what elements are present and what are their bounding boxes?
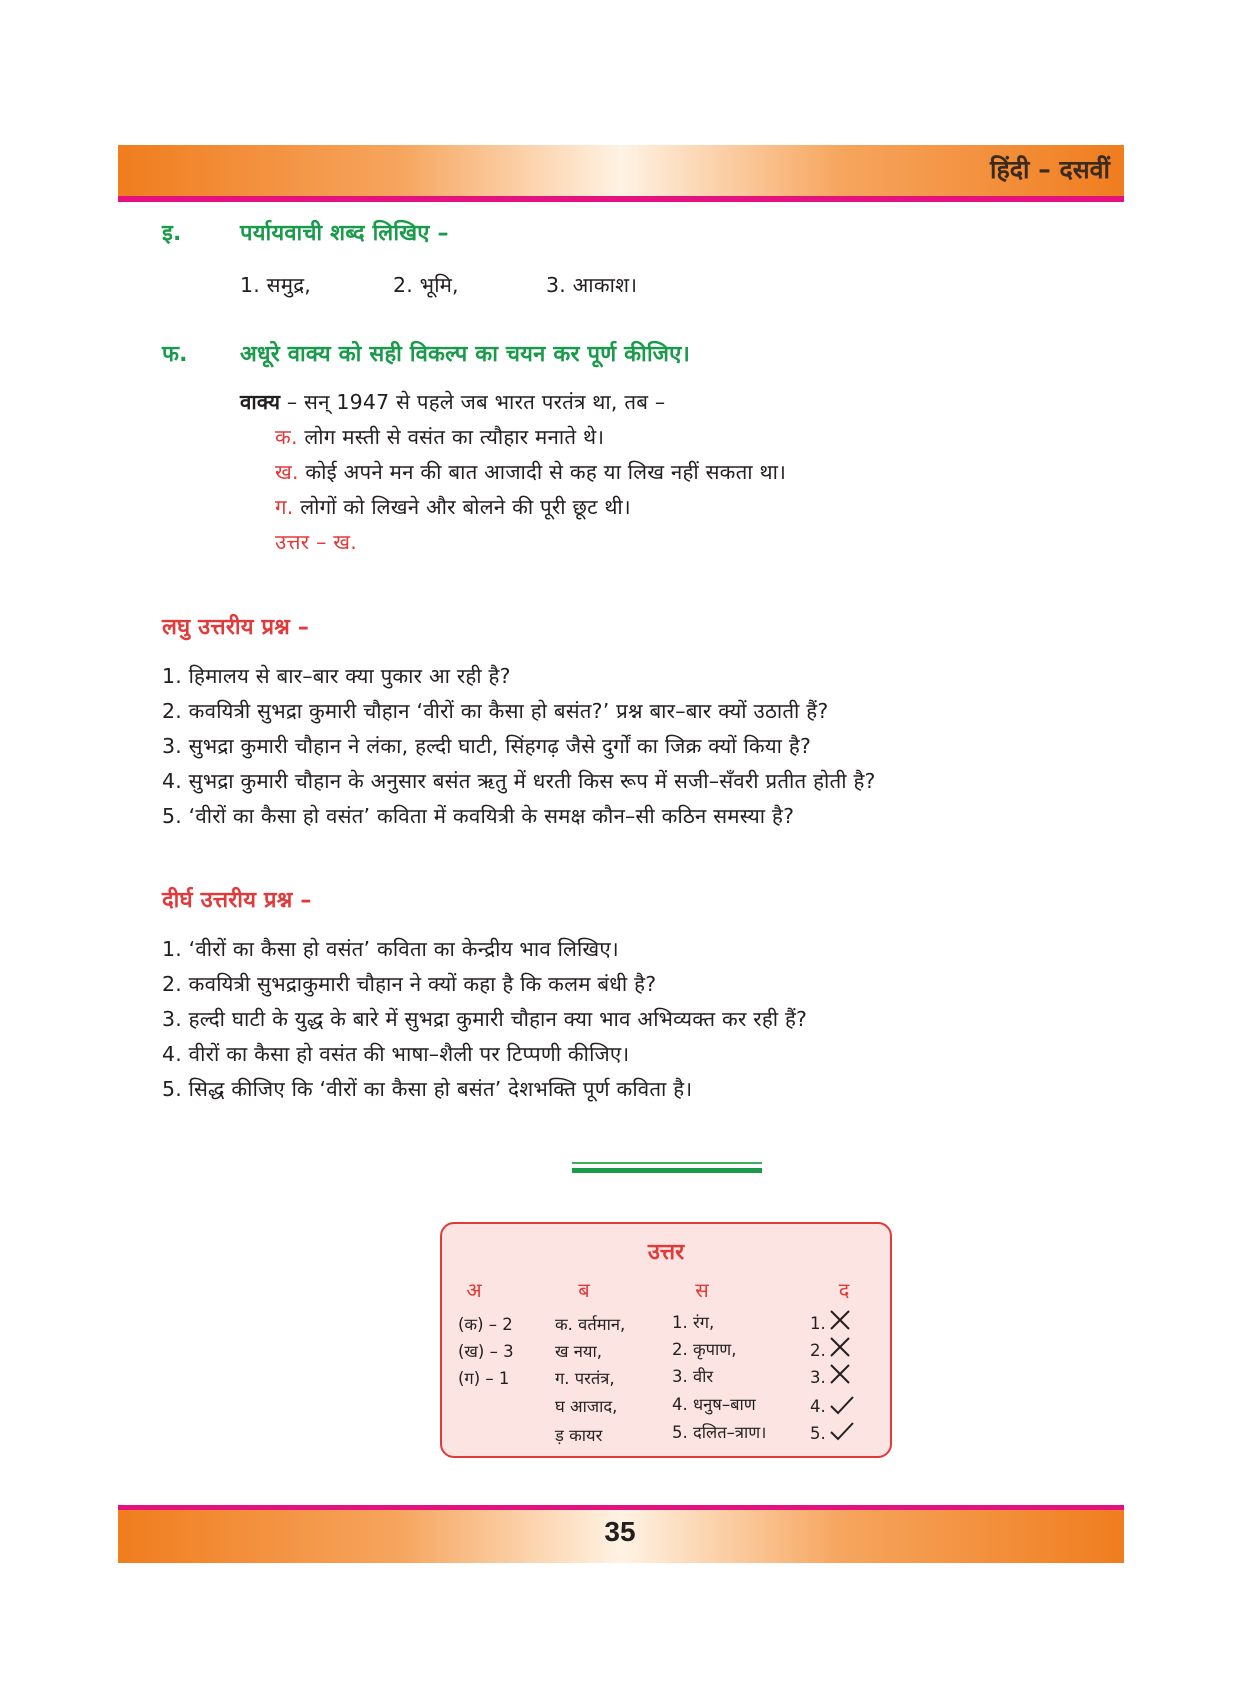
answer-cell-c: 1. रंग, (672, 1313, 715, 1332)
column-header-d: द (838, 1278, 850, 1302)
short-question: 4. सुभद्रा कुमारी चौहान के अनुसार बसंत ऋतु में धरती किस रूप में सजी–सँवरी प्रतीत होती है? (162, 769, 876, 793)
answer-cell-a: (ख) – 3 (458, 1342, 514, 1361)
answer-cell-d-number: 3. (810, 1368, 826, 1387)
option-item (275, 458, 786, 486)
check-icon (829, 1392, 855, 1418)
cross-icon (827, 1361, 853, 1387)
sentence-line (240, 388, 665, 416)
answer-cell-b: ड़ कायर (555, 1426, 603, 1445)
option-text: कोई अपने मन की बात आजादी से कह या लिख नहीं सकता था। (305, 460, 787, 484)
option-text: लोगों को लिखने और बोलने की पूरी छूट थी। (300, 495, 631, 519)
option-item (275, 493, 631, 521)
long-question: 5. सिद्ध कीजिए कि ‘वीरों का कैसा हो बसंत’ देशभक्ति पूर्ण कविता है। (162, 1077, 693, 1101)
short-questions-heading: लघु उत्तरीय प्रश्न – (162, 615, 310, 640)
header-title: हिंदी – दसवीं (990, 155, 1110, 184)
answer-cell-d-number: 4. (810, 1397, 826, 1416)
section-f-answer: उत्तर – ख. (275, 530, 357, 554)
section-divider-thick (572, 1168, 762, 1173)
option-key: ख. (275, 460, 299, 484)
answer-box (440, 1222, 892, 1458)
answer-cell-c: 4. धनुष–बाण (672, 1395, 756, 1414)
answer-cell-b: ग. परतंत्र, (555, 1369, 615, 1388)
option-key: ग. (275, 495, 294, 519)
cross-icon (827, 1307, 853, 1333)
section-divider-thin (572, 1162, 762, 1164)
section-f-heading: अधूरे वाक्य को सही विकल्प का चयन कर पूर्ण कीजिए। (240, 342, 691, 367)
short-question: 2. कवयित्री सुभद्रा कुमारी चौहान ‘वीरों का कैसा हो बसंत?’ प्रश्न बार–बार क्यों उठाती हैं? (162, 699, 829, 723)
header-divider (118, 196, 1124, 202)
cross-icon (827, 1334, 853, 1360)
header-band (118, 145, 1124, 198)
long-question: 4. वीरों का कैसा हो वसंत की भाषा–शैली पर टिप्पणी कीजिए। (162, 1042, 630, 1066)
section-f-marker: फ. (162, 342, 188, 367)
short-question: 1. हिमालय से बार–बार क्या पुकार आ रही है? (162, 664, 511, 688)
answer-cell-d-number: 5. (810, 1424, 826, 1443)
option-text: लोग मस्ती से वसंत का त्यौहार मनाते थे। (304, 425, 605, 449)
sentence-text: – सन् 1947 से पहले जब भारत परतंत्र था, तब – (280, 390, 666, 414)
answer-cell-d-number: 2. (810, 1341, 826, 1360)
page-number: 35 (604, 1516, 636, 1547)
synonym-item: 3. आकाश। (546, 273, 638, 297)
option-key: क. (275, 425, 298, 449)
answer-cell-b: घ आजाद, (555, 1397, 618, 1416)
answer-box-title: उत्तर (647, 1240, 685, 1265)
short-question: 3. सुभद्रा कुमारी चौहान ने लंका, हल्दी घाटी, सिंहगढ़ जैसे दुर्गों का जिक्र क्यों किया है? (162, 734, 812, 758)
answer-cell-c: 2. कृपाण, (672, 1340, 737, 1359)
sentence-label: वाक्य (240, 390, 281, 414)
answer-cell-a: (क) – 2 (458, 1315, 513, 1334)
synonym-item: 1. समुद्र, (240, 273, 311, 297)
column-header-a: अ (466, 1278, 482, 1302)
answer-cell-b: क. वर्तमान, (555, 1315, 626, 1334)
section-i-marker: इ. (162, 221, 182, 246)
synonym-item: 2. भूमि, (393, 273, 459, 297)
answer-cell-b: ख नया, (555, 1342, 602, 1361)
column-header-b: ब (578, 1278, 590, 1302)
answer-cell-d-number: 1. (810, 1314, 826, 1333)
long-questions-heading: दीर्घ उत्तरीय प्रश्न – (162, 888, 312, 913)
column-header-c: स (695, 1278, 709, 1302)
short-question: 5. ‘वीरों का कैसा हो वसंत’ कविता में कवयित्री के समक्ष कौन–सी कठिन समस्या है? (162, 804, 795, 828)
answer-cell-a: (ग) – 1 (458, 1369, 510, 1388)
answer-cell-c: 5. दलित–त्राण। (672, 1423, 767, 1442)
long-question: 3. हल्दी घाटी के युद्ध के बारे में सुभद्रा कुमारी चौहान क्या भाव अभिव्यक्त कर रही हैं? (162, 1007, 808, 1031)
check-icon (829, 1418, 855, 1444)
option-item (275, 423, 604, 451)
section-i-heading: पर्यायवाची शब्द लिखिए – (240, 221, 449, 246)
long-question: 2. कवयित्री सुभद्राकुमारी चौहान ने क्यों कहा है कि कलम बंधी है? (162, 972, 657, 996)
answer-cell-c: 3. वीर (672, 1367, 714, 1386)
long-question: 1. ‘वीरों का कैसा हो वसंत’ कविता का केन्द्रीय भाव लिखिए। (162, 937, 619, 961)
